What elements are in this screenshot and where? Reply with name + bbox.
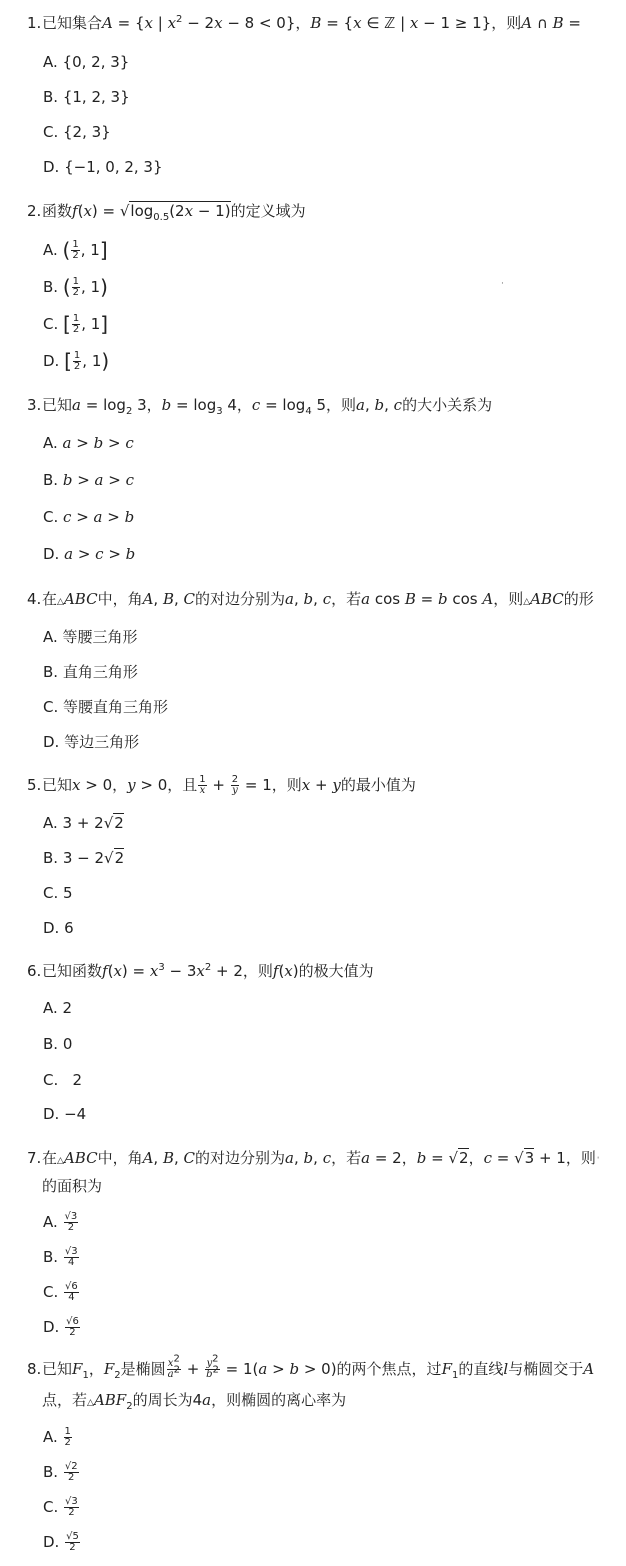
question-number: 3.	[27, 396, 42, 414]
question-4: 4.在△ABC中，角A, B, C的对边分别为a, b, c，若a cos B = b cos A，则△ABC的形	[27, 587, 594, 614]
question-number: 7.	[27, 1149, 42, 1167]
option-d: D. −4	[43, 1105, 87, 1123]
question-number: 2.	[27, 202, 42, 220]
option-c: C. 等腰直角三角形	[43, 698, 169, 716]
stray-mark: ·	[501, 279, 504, 289]
option-a: A. a > b > c	[43, 434, 134, 452]
question-7: 7.在△ABC中，角A, B, C的对边分别为a, b, c，若a = 2，b = √2，c = √3 + 1，则·	[27, 1146, 601, 1173]
option-b: B. b > a > c	[43, 471, 135, 489]
option-a: A. $\frac{√3}{2}$	[43, 1211, 78, 1233]
question-7-continued: 的面积为	[42, 1177, 103, 1195]
question-number: 8.	[27, 1360, 42, 1378]
option-b: B. 直角三角形	[43, 663, 138, 681]
option-b: B. {1, 2, 3}	[43, 88, 130, 106]
option-c: C. {2, 3}	[43, 123, 111, 141]
question-5: 5.已知x > 0，y > 0，且 $\frac{1}{x}$ + $\frac{2}{y}$ = 1，则x + y的最小值为	[27, 774, 416, 796]
option-c: C. $\frac{√6}{4}$	[43, 1281, 78, 1303]
question-8-continued: 点，若$\triangle ABF_2$的周长为4a，则椭圆的离心率为	[42, 1391, 347, 1412]
question-6: 6.已知函数$f(x) = x^3 - 3x^2 + 2$，则f(x)的极大值为	[27, 959, 374, 983]
option-a: A. {0, 2, 3}	[43, 53, 130, 71]
option-a: A. 2	[43, 999, 73, 1017]
option-d: D. $\frac{√5}{2}$	[43, 1531, 79, 1553]
option-a: A. 等腰三角形	[43, 628, 138, 646]
question-number: 1.	[27, 14, 42, 32]
option-a: A. 3 + 2√2	[43, 814, 124, 832]
question-2: 2.函数$f(x) = √\log_{0.5}(2x - 1)$的定义域为	[27, 199, 306, 223]
option-c: C. 2	[43, 1071, 83, 1089]
question-8: 8.已知$F_1$，$F_2$是椭圆 $\frac{x^2}{a^2}$ + $\frac{y^2}{b^2}$ = 1(a > b > 0)的两个焦点，过$F_1$的直线l与椭圆交于A	[27, 1353, 595, 1381]
option-d: D. 6	[43, 919, 74, 937]
option-c: C. 5	[43, 884, 73, 902]
option-a: A. $\frac{1}{2}$	[43, 1426, 71, 1448]
option-d: D. $\frac{√6}{2}$	[43, 1316, 79, 1338]
option-b: B. $\frac{√3}{4}$	[43, 1246, 78, 1268]
option-d: D. [ $\frac{1}{2}$ , 1)	[43, 349, 110, 373]
question-number: 4.	[27, 590, 42, 608]
option-d: D. a > c > b	[43, 545, 136, 563]
option-d: D. {−1, 0, 2, 3}	[43, 158, 163, 176]
option-c: C. [ $\frac{1}{2}$ , 1]	[43, 312, 109, 336]
question-3: 3.已知$a = \log_2 3$，$b = \log_3 4$，$c = \log_4 5$，则a, b, c的大小关系为	[27, 393, 492, 417]
question-1: 1.已知集合A = {x | $x^2 - 2x - 8 < 0$}，B = {x ∈ ℤ | x − 1 ≥ 1}，则A ∩ B =	[27, 11, 581, 35]
option-c: C. $\frac{√3}{2}$	[43, 1496, 78, 1518]
question-number: 6.	[27, 962, 42, 980]
option-b: B. 0	[43, 1035, 73, 1053]
option-b: B. $\frac{√2}{2}$	[43, 1461, 78, 1483]
option-a: A. ( $\frac{1}{2}$ , 1]	[43, 238, 108, 262]
option-d: D. 等边三角形	[43, 733, 140, 751]
option-c: C. c > a > b	[43, 508, 135, 526]
option-b: B. ( $\frac{1}{2}$ , 1)	[43, 275, 108, 299]
option-b: B. 3 − 2√2	[43, 849, 125, 867]
question-number: 5.	[27, 776, 42, 794]
